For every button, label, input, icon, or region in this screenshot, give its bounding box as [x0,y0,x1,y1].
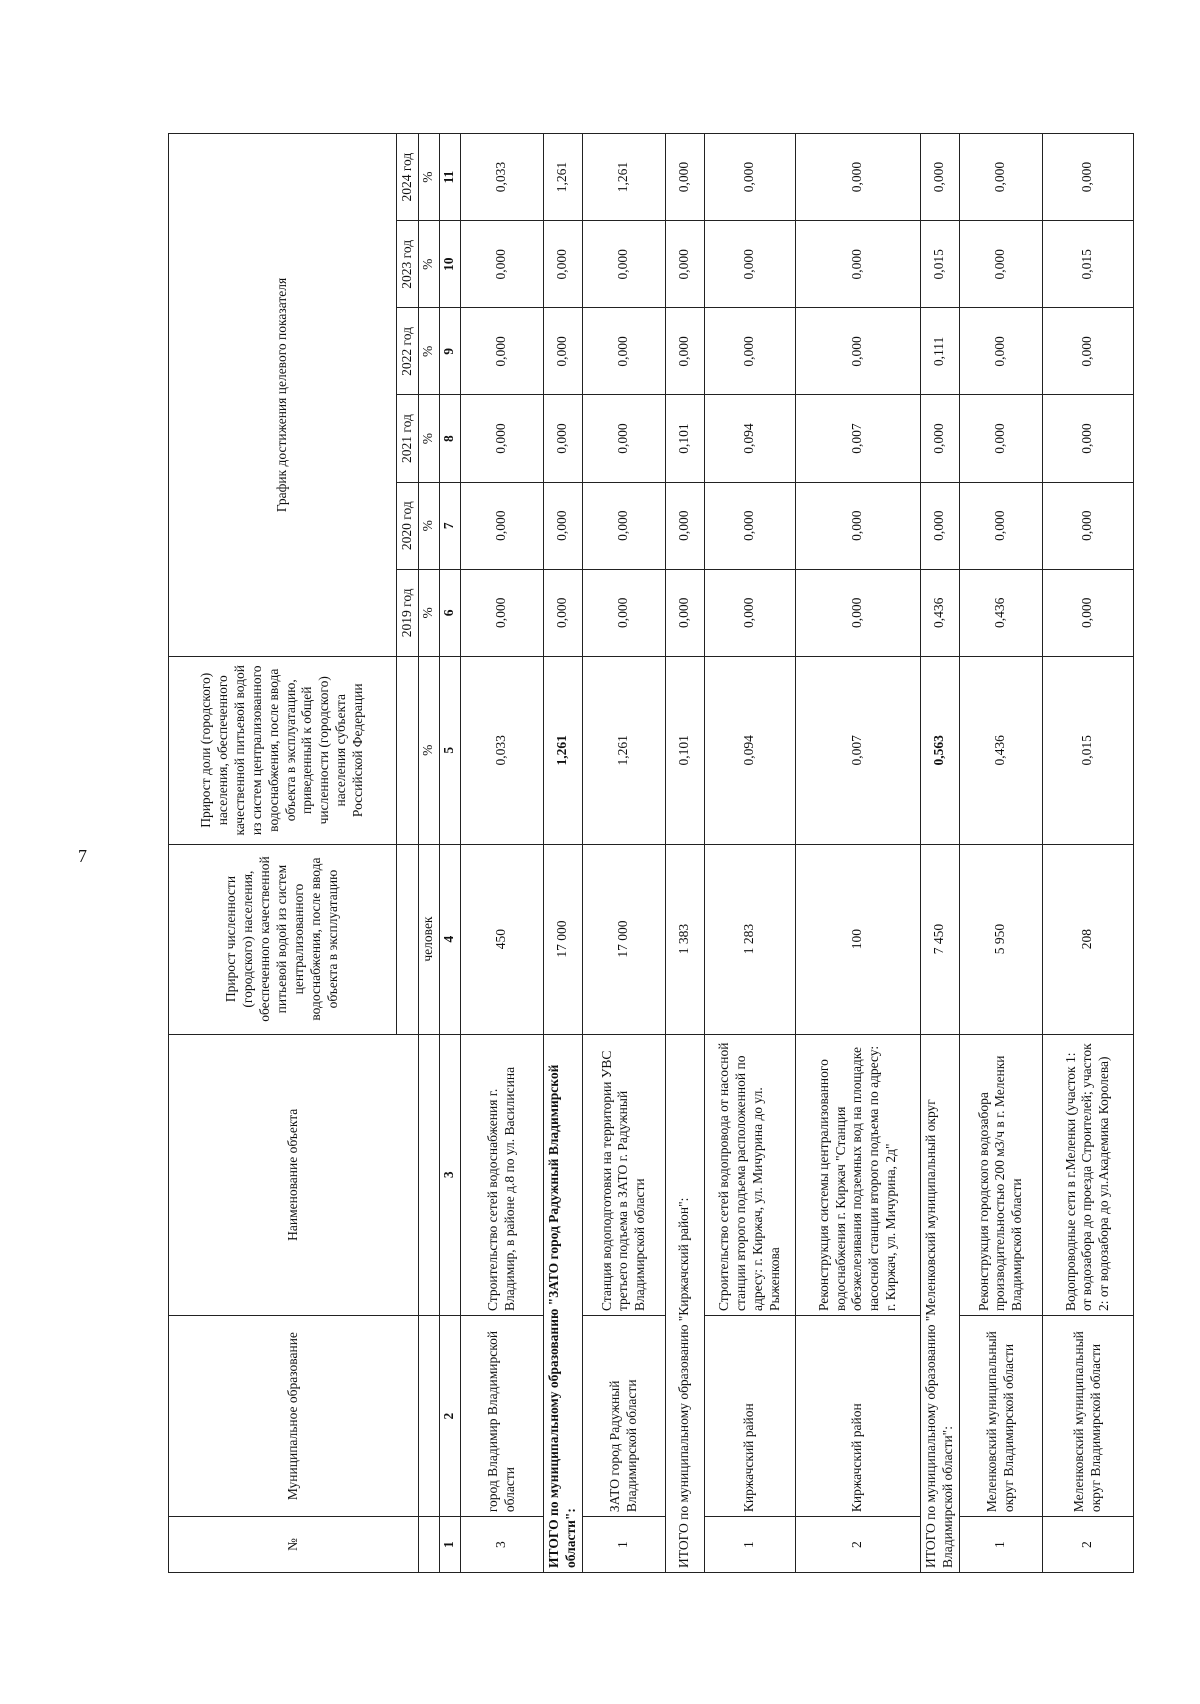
table-row [460,134,543,1573]
total-label: ИТОГО по муниципальному образованию "Киржачский район": [665,1034,704,1572]
value-2020: 0,000 [665,482,704,569]
table-row [959,134,1042,1573]
municipality-cell: Киржачский район [795,1316,920,1517]
col-index: 7 [439,482,460,569]
unit-blank-3 [418,1034,439,1316]
value-2021: 0,000 [543,395,582,482]
unit-percent: % [418,569,439,656]
header-year-2021: 2021 год [397,395,419,482]
value-2023: 0,015 [1042,221,1133,308]
value-2023: 0,000 [460,221,543,308]
value-2023: 0,000 [665,221,704,308]
value-2023: 0,000 [704,221,795,308]
header-share: Прирост доли (городского) населения, обеспеченного качественной питьевой водой из систем централизованного водоснабжения, после ввода объекта в эксплуатацию, приведенный к общей численности (городского) населения субъекта Российской Федерации [169,656,397,844]
col-index: 5 [439,656,460,844]
value-2021: 0,000 [1042,395,1133,482]
share-cell: 0,101 [665,656,704,844]
col-index: 2 [439,1316,460,1517]
row-number: 2 [795,1517,920,1573]
header-year-2020: 2020 год [397,482,419,569]
col-index: 10 [439,221,460,308]
value-2020: 0,000 [582,482,665,569]
value-2019: 0,000 [460,569,543,656]
unit-blank-2 [418,1316,439,1517]
unit-percent: % [418,221,439,308]
header-year-2024: 2024 год [397,134,419,221]
table-row [795,134,920,1573]
value-2020: 0,000 [543,482,582,569]
value-2024: 0,000 [704,134,795,221]
header-year-2019: 2019 год [397,569,419,656]
header-object: Наименование объекта [169,1034,419,1316]
population-cell: 5 950 [959,844,1042,1034]
total-row [920,134,959,1573]
value-2022: 0,000 [665,308,704,395]
value-2024: 0,000 [795,134,920,221]
value-2022: 0,000 [704,308,795,395]
header-population: Прирост численности (городского) населения, обеспеченного качественной питьевой водой из систем централизованного водоснабжения, после ввода объекта в эксплуатацию [169,844,397,1034]
row-number: 3 [460,1517,543,1573]
total-row [665,134,704,1573]
value-2024: 0,000 [665,134,704,221]
col-index: 9 [439,308,460,395]
value-2019: 0,000 [582,569,665,656]
value-2020: 0,000 [920,482,959,569]
header-no: № [169,1517,419,1573]
municipality-cell: Меленковский муниципальный округ Владимирской области [1042,1316,1133,1517]
row-number: 1 [582,1517,665,1573]
value-2024: 1,261 [543,134,582,221]
value-2020: 0,000 [795,482,920,569]
unit-percent: % [418,395,439,482]
value-2024: 0,000 [959,134,1042,221]
value-2020: 0,000 [460,482,543,569]
municipality-cell: город Владимир Владимирской области [460,1316,543,1517]
value-2021: 0,000 [460,395,543,482]
value-2024: 0,000 [920,134,959,221]
object-cell: Реконструкция городского водозабора производительностью 200 м3/ч в г. Меленки Владимирской области [959,1034,1042,1316]
table-row [582,134,665,1573]
value-2022: 0,000 [959,308,1042,395]
value-2022: 0,111 [920,308,959,395]
rotated-table-container [168,133,1112,1573]
municipality-cell: Меленковский муниципальный округ Владимирской области [959,1316,1042,1517]
value-2024: 0,000 [1042,134,1133,221]
object-cell: Реконструкция системы централизованного водоснабжения г. Киржач "Станция обезжелезивания подземных вод на площадке насосной станции второго подъема по адресу: г. Киржач, ул. Мичурина, 2д" [795,1034,920,1316]
value-2019: 0,000 [1042,569,1133,656]
value-2023: 0,000 [543,221,582,308]
value-2021: 0,101 [665,395,704,482]
value-2019: 0,000 [543,569,582,656]
value-2023: 0,000 [582,221,665,308]
col-index: 6 [439,569,460,656]
value-2021: 0,094 [704,395,795,482]
value-2024: 1,261 [582,134,665,221]
row-number: 1 [959,1517,1042,1573]
row-number: 2 [1042,1517,1133,1573]
value-2019: 0,000 [665,569,704,656]
value-2021: 0,000 [959,395,1042,482]
object-cell: Строительство сетей водоснабжения г. Владимир, в районе д.8 по ул. Василисина [460,1034,543,1316]
total-label: ИТОГО по муниципальному образованию "Меленковский муниципальный округ Владимирской области": [920,1034,959,1572]
share-cell: 0,094 [704,656,795,844]
value-2022: 0,000 [795,308,920,395]
value-2020: 0,000 [704,482,795,569]
value-2020: 0,000 [1042,482,1133,569]
population-cell: 100 [795,844,920,1034]
col-index: 4 [439,844,460,1034]
col-index: 1 [439,1517,460,1573]
value-2023: 0,000 [795,221,920,308]
share-cell: 1,261 [543,656,582,844]
share-cell: 0,015 [1042,656,1133,844]
value-2020: 0,000 [959,482,1042,569]
value-2022: 0,000 [543,308,582,395]
table-row [1042,134,1133,1573]
municipality-cell: Киржачский район [704,1316,795,1517]
header-municipality: Муниципальное образование [169,1316,419,1517]
unit-people: человек [418,844,439,1034]
value-2021: 0,000 [920,395,959,482]
col-index: 3 [439,1034,460,1316]
header-year-2022: 2022 год [397,308,419,395]
share-cell: 0,563 [920,656,959,844]
col-index: 8 [439,395,460,482]
unit-blank-1 [418,1517,439,1573]
object-cell: Строительство сетей водопровода от насосной станции второго подъема расположенной по адресу: г. Киржач, ул. Мичурина до ул. Рыженкова [704,1034,795,1316]
header-share-blank [397,656,419,844]
object-cell: Станция водоподготовки на территории УВС третьего подъема в ЗАТО г. Радужный Владимирской области [582,1034,665,1316]
table-row [704,134,795,1573]
total-label: ИТОГО по муниципальному образованию "ЗАТО город Радужный Владимирской области": [543,1034,582,1572]
population-cell: 17 000 [543,844,582,1034]
unit-percent: % [418,656,439,844]
unit-percent: % [418,482,439,569]
value-2023: 0,000 [959,221,1042,308]
value-2019: 0,000 [704,569,795,656]
value-2021: 0,007 [795,395,920,482]
share-cell: 0,033 [460,656,543,844]
municipality-cell: ЗАТО город Радужный Владимирской области [582,1316,665,1517]
share-cell: 1,261 [582,656,665,844]
col-index: 11 [439,134,460,221]
header-year-2023: 2023 год [397,221,419,308]
value-2022: 0,000 [1042,308,1133,395]
population-cell: 17 000 [582,844,665,1034]
row-number: 1 [704,1517,795,1573]
total-row [543,134,582,1573]
share-cell: 0,007 [795,656,920,844]
value-2019: 0,436 [959,569,1042,656]
share-cell: 0,436 [959,656,1042,844]
value-2023: 0,015 [920,221,959,308]
value-2022: 0,000 [460,308,543,395]
page-number: 7 [78,846,87,866]
value-2019: 0,000 [795,569,920,656]
population-cell: 450 [460,844,543,1034]
value-2024: 0,033 [460,134,543,221]
header-schedule: График достижения целевого показателя [169,134,397,657]
unit-percent: % [418,134,439,221]
target-indicator-table [168,133,1134,1573]
header-population-blank [397,844,419,1034]
value-2021: 0,000 [582,395,665,482]
value-2019: 0,436 [920,569,959,656]
population-cell: 7 450 [920,844,959,1034]
value-2022: 0,000 [582,308,665,395]
object-cell: Водопроводные сети в г.Меленки (участок 1: от водозабора до проезда Строителей; участок 2: от водозабора до ул.Академика Королева) [1042,1034,1133,1316]
population-cell: 1 383 [665,844,704,1034]
unit-percent: % [418,308,439,395]
population-cell: 208 [1042,844,1133,1034]
population-cell: 1 283 [704,844,795,1034]
